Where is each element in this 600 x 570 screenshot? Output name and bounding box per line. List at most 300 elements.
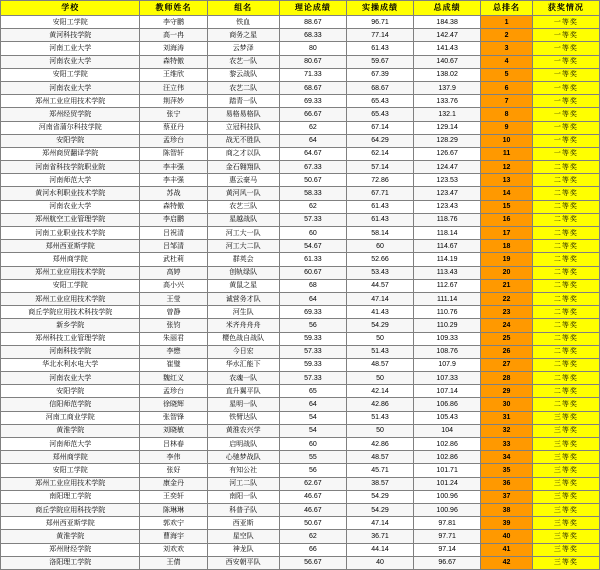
cell-team: 创轨绿队 bbox=[207, 266, 279, 279]
cell-overall-rank: 26 bbox=[481, 345, 533, 358]
cell-practice-score: 67.71 bbox=[346, 187, 413, 200]
cell-theory-score: 54 bbox=[279, 424, 346, 437]
cell-award: 三等奖 bbox=[532, 424, 599, 437]
cell-teacher: 李伟 bbox=[140, 451, 207, 464]
table-row bbox=[1, 29, 600, 42]
cell-overall-rank: 28 bbox=[481, 372, 533, 385]
cell-teacher: 高婷 bbox=[140, 266, 207, 279]
cell-practice-score: 41.43 bbox=[346, 306, 413, 319]
cell-total-score: 100.96 bbox=[414, 503, 481, 516]
cell-overall-rank: 7 bbox=[481, 95, 533, 108]
cell-overall-rank: 16 bbox=[481, 213, 533, 226]
cell-teacher: 朱丽君 bbox=[140, 332, 207, 345]
cell-theory-score: 64 bbox=[279, 134, 346, 147]
cell-award: 二等奖 bbox=[532, 332, 599, 345]
table-row bbox=[1, 147, 600, 160]
cell-theory-score: 68 bbox=[279, 279, 346, 292]
cell-award: 二等奖 bbox=[532, 358, 599, 371]
cell-teacher: 陈琳琳 bbox=[140, 503, 207, 516]
cell-total-score: 141.43 bbox=[414, 42, 481, 55]
cell-theory-score: 62 bbox=[279, 121, 346, 134]
cell-school: 洛阳理工学院 bbox=[1, 556, 140, 569]
cell-practice-score: 72.86 bbox=[346, 174, 413, 187]
cell-school: 商丘学院应用科技学院 bbox=[1, 503, 140, 516]
cell-team: 星空队 bbox=[207, 530, 279, 543]
cell-teacher: 高小兴 bbox=[140, 279, 207, 292]
cell-school: 郑州西亚斯学院 bbox=[1, 240, 140, 253]
cell-teacher: 王维欣 bbox=[140, 68, 207, 81]
table-row bbox=[1, 292, 600, 305]
cell-total-score: 106.86 bbox=[414, 398, 481, 411]
cell-practice-score: 44.57 bbox=[346, 279, 413, 292]
cell-team: 农艺二队 bbox=[207, 81, 279, 94]
cell-award: 三等奖 bbox=[532, 543, 599, 556]
cell-award: 二等奖 bbox=[532, 200, 599, 213]
table-row bbox=[1, 213, 600, 226]
cell-teacher: 曹海宇 bbox=[140, 530, 207, 543]
table-row bbox=[1, 240, 600, 253]
cell-total-score: 97.14 bbox=[414, 543, 481, 556]
cell-school: 河南师范大学 bbox=[1, 438, 140, 451]
cell-team: 华水汇能下 bbox=[207, 358, 279, 371]
cell-practice-score: 65.43 bbox=[346, 95, 413, 108]
cell-team: 星越战队 bbox=[207, 213, 279, 226]
cell-practice-score: 42.86 bbox=[346, 398, 413, 411]
table-body bbox=[1, 16, 600, 570]
cell-theory-score: 56 bbox=[279, 464, 346, 477]
cell-school: 郑州西亚斯学院 bbox=[1, 517, 140, 530]
cell-overall-rank: 6 bbox=[481, 81, 533, 94]
table-row bbox=[1, 95, 600, 108]
cell-school: 郑州工业应用技术学院 bbox=[1, 95, 140, 108]
cell-theory-score: 60.67 bbox=[279, 266, 346, 279]
cell-team: 黄河风一队 bbox=[207, 187, 279, 200]
cell-team: 铁血 bbox=[207, 16, 279, 29]
cell-practice-score: 50 bbox=[346, 424, 413, 437]
cell-award: 一等奖 bbox=[532, 16, 599, 29]
cell-total-score: 111.14 bbox=[414, 292, 481, 305]
cell-overall-rank: 41 bbox=[481, 543, 533, 556]
cell-practice-score: 51.43 bbox=[346, 411, 413, 424]
cell-teacher: 吕邹清 bbox=[140, 240, 207, 253]
cell-overall-rank: 25 bbox=[481, 332, 533, 345]
table-row bbox=[1, 161, 600, 174]
cell-teacher: 李守鹏 bbox=[140, 16, 207, 29]
cell-teacher: 崔璧 bbox=[140, 358, 207, 371]
cell-school: 黄河科技学院 bbox=[1, 29, 140, 42]
cell-total-score: 102.86 bbox=[414, 451, 481, 464]
cell-theory-score: 59.33 bbox=[279, 358, 346, 371]
cell-total-score: 140.67 bbox=[414, 55, 481, 68]
cell-award: 二等奖 bbox=[532, 292, 599, 305]
cell-team: 心驰梦战队 bbox=[207, 451, 279, 464]
cell-team: 惠云豪马 bbox=[207, 174, 279, 187]
cell-practice-score: 47.14 bbox=[346, 292, 413, 305]
table-row bbox=[1, 174, 600, 187]
cell-school: 郑州商学院 bbox=[1, 451, 140, 464]
cell-theory-score: 62.67 bbox=[279, 477, 346, 490]
cell-total-score: 137.9 bbox=[414, 81, 481, 94]
cell-overall-rank: 3 bbox=[481, 42, 533, 55]
cell-overall-rank: 15 bbox=[481, 200, 533, 213]
cell-practice-score: 61.43 bbox=[346, 42, 413, 55]
cell-total-score: 108.76 bbox=[414, 345, 481, 358]
cell-school: 郑州经贸学院 bbox=[1, 108, 140, 121]
cell-practice-score: 65.43 bbox=[346, 108, 413, 121]
cell-theory-score: 56 bbox=[279, 319, 346, 332]
cell-team: 河工大一队 bbox=[207, 227, 279, 240]
cell-school: 商丘学院应用技术科技学院 bbox=[1, 306, 140, 319]
cell-teacher: 康金丹 bbox=[140, 477, 207, 490]
cell-overall-rank: 42 bbox=[481, 556, 533, 569]
cell-practice-score: 61.43 bbox=[346, 213, 413, 226]
cell-teacher: 魏红义 bbox=[140, 372, 207, 385]
cell-theory-score: 71.33 bbox=[279, 68, 346, 81]
cell-award: 二等奖 bbox=[532, 253, 599, 266]
cell-award: 一等奖 bbox=[532, 108, 599, 121]
cell-overall-rank: 1 bbox=[481, 16, 533, 29]
cell-overall-rank: 22 bbox=[481, 292, 533, 305]
cell-school: 黄河水利职业技术学院 bbox=[1, 187, 140, 200]
cell-total-score: 118.14 bbox=[414, 227, 481, 240]
cell-school: 河南工业职业技术学院 bbox=[1, 227, 140, 240]
cell-school: 郑州工业应用技术学院 bbox=[1, 477, 140, 490]
cell-overall-rank: 11 bbox=[481, 147, 533, 160]
cell-total-score: 102.86 bbox=[414, 438, 481, 451]
cell-team: 河工二队 bbox=[207, 477, 279, 490]
cell-team: 黎云战队 bbox=[207, 68, 279, 81]
cell-team: 诚营务才队 bbox=[207, 292, 279, 305]
cell-team: 农艺三队 bbox=[207, 200, 279, 213]
table-row bbox=[1, 55, 600, 68]
cell-total-score: 107.33 bbox=[414, 372, 481, 385]
cell-teacher: 李懋 bbox=[140, 345, 207, 358]
cell-team: 黄鼠之星 bbox=[207, 279, 279, 292]
cell-overall-rank: 37 bbox=[481, 490, 533, 503]
table-row bbox=[1, 200, 600, 213]
cell-teacher: 吕林春 bbox=[140, 438, 207, 451]
cell-award: 一等奖 bbox=[532, 95, 599, 108]
cell-award: 二等奖 bbox=[532, 213, 599, 226]
cell-total-score: 118.76 bbox=[414, 213, 481, 226]
cell-practice-score: 44.14 bbox=[346, 543, 413, 556]
cell-overall-rank: 33 bbox=[481, 438, 533, 451]
cell-school: 郑州商学院 bbox=[1, 253, 140, 266]
cell-total-score: 123.47 bbox=[414, 187, 481, 200]
cell-theory-score: 66 bbox=[279, 543, 346, 556]
cell-school: 河南工业大学 bbox=[1, 42, 140, 55]
cell-teacher: 高一冉 bbox=[140, 29, 207, 42]
cell-theory-score: 88.67 bbox=[279, 16, 346, 29]
cell-overall-rank: 18 bbox=[481, 240, 533, 253]
table-row bbox=[1, 187, 600, 200]
cell-award: 二等奖 bbox=[532, 187, 599, 200]
cell-teacher: 孟珍台 bbox=[140, 385, 207, 398]
cell-award: 二等奖 bbox=[532, 161, 599, 174]
cell-school: 黄淮学院 bbox=[1, 530, 140, 543]
cell-teacher: 吕祝清 bbox=[140, 227, 207, 240]
table-row bbox=[1, 121, 600, 134]
cell-team: 科普子队 bbox=[207, 503, 279, 516]
cell-overall-rank: 40 bbox=[481, 530, 533, 543]
cell-team: 神龙队 bbox=[207, 543, 279, 556]
cell-team: 河工大二队 bbox=[207, 240, 279, 253]
cell-practice-score: 51.43 bbox=[346, 345, 413, 358]
cell-total-score: 100.96 bbox=[414, 490, 481, 503]
cell-total-score: 97.81 bbox=[414, 517, 481, 530]
cell-team: 星明一队 bbox=[207, 398, 279, 411]
cell-theory-score: 66.67 bbox=[279, 108, 346, 121]
cell-overall-rank: 12 bbox=[481, 161, 533, 174]
cell-theory-score: 60 bbox=[279, 227, 346, 240]
cell-overall-rank: 24 bbox=[481, 319, 533, 332]
cell-team: 西亚斯 bbox=[207, 517, 279, 530]
cell-practice-score: 59.67 bbox=[346, 55, 413, 68]
cell-team: 农魂一队 bbox=[207, 372, 279, 385]
cell-theory-score: 50.67 bbox=[279, 174, 346, 187]
cell-teacher: 陈智轩 bbox=[140, 147, 207, 160]
cell-overall-rank: 34 bbox=[481, 451, 533, 464]
cell-overall-rank: 27 bbox=[481, 358, 533, 371]
cell-teacher: 王奕轩 bbox=[140, 490, 207, 503]
cell-school: 安阳工学院 bbox=[1, 464, 140, 477]
cell-school: 郑州工业应用技术学院 bbox=[1, 292, 140, 305]
cell-total-score: 112.67 bbox=[414, 279, 481, 292]
cell-total-score: 107.9 bbox=[414, 358, 481, 371]
cell-theory-score: 46.67 bbox=[279, 490, 346, 503]
cell-total-score: 126.67 bbox=[414, 147, 481, 160]
cell-theory-score: 64 bbox=[279, 398, 346, 411]
cell-award: 一等奖 bbox=[532, 42, 599, 55]
cell-theory-score: 56.67 bbox=[279, 556, 346, 569]
cell-team: 战无不胜队 bbox=[207, 134, 279, 147]
table-row bbox=[1, 227, 600, 240]
table-row bbox=[1, 306, 600, 319]
cell-theory-score: 57.33 bbox=[279, 213, 346, 226]
cell-practice-score: 53.43 bbox=[346, 266, 413, 279]
cell-theory-score: 64 bbox=[279, 292, 346, 305]
cell-school: 河南农业大学 bbox=[1, 81, 140, 94]
cell-school: 郑州财经学院 bbox=[1, 543, 140, 556]
cell-practice-score: 61.43 bbox=[346, 200, 413, 213]
cell-team: 今日宏 bbox=[207, 345, 279, 358]
cell-team: 金石翱翔队 bbox=[207, 161, 279, 174]
cell-award: 三等奖 bbox=[532, 411, 599, 424]
cell-overall-rank: 21 bbox=[481, 279, 533, 292]
cell-award: 三等奖 bbox=[532, 530, 599, 543]
cell-award: 三等奖 bbox=[532, 477, 599, 490]
cell-team: 西安朝平队 bbox=[207, 556, 279, 569]
cell-theory-score: 62 bbox=[279, 200, 346, 213]
cell-total-score: 101.71 bbox=[414, 464, 481, 477]
table-row bbox=[1, 68, 600, 81]
table-row bbox=[1, 385, 600, 398]
cell-practice-score: 48.57 bbox=[346, 451, 413, 464]
table-row bbox=[1, 108, 600, 121]
cell-teacher: 刘欢欢 bbox=[140, 543, 207, 556]
cell-total-score: 105.43 bbox=[414, 411, 481, 424]
cell-theory-score: 68.33 bbox=[279, 29, 346, 42]
cell-overall-rank: 19 bbox=[481, 253, 533, 266]
cell-total-score: 133.76 bbox=[414, 95, 481, 108]
cell-team: 米齐舟舟舟 bbox=[207, 319, 279, 332]
cell-total-score: 107.14 bbox=[414, 385, 481, 398]
cell-teacher: 刘海涛 bbox=[140, 42, 207, 55]
cell-school: 郑州工业应用技术学院 bbox=[1, 266, 140, 279]
column-header-practice-score: 实操成绩 bbox=[346, 1, 413, 16]
cell-teacher: 张钧 bbox=[140, 319, 207, 332]
table-row bbox=[1, 319, 600, 332]
cell-teacher: 森特傲 bbox=[140, 55, 207, 68]
cell-teacher: 王莹 bbox=[140, 292, 207, 305]
cell-theory-score: 65 bbox=[279, 385, 346, 398]
cell-award: 二等奖 bbox=[532, 266, 599, 279]
table-row bbox=[1, 266, 600, 279]
cell-award: 一等奖 bbox=[532, 121, 599, 134]
cell-total-score: 132.1 bbox=[414, 108, 481, 121]
cell-team: 商务之星 bbox=[207, 29, 279, 42]
cell-team: 立冠科技队 bbox=[207, 121, 279, 134]
cell-teacher: 汪立伟 bbox=[140, 81, 207, 94]
table-row bbox=[1, 42, 600, 55]
cell-award: 三等奖 bbox=[532, 490, 599, 503]
cell-practice-score: 58.14 bbox=[346, 227, 413, 240]
cell-school: 河南农业大学 bbox=[1, 200, 140, 213]
cell-award: 三等奖 bbox=[532, 556, 599, 569]
cell-award: 三等奖 bbox=[532, 517, 599, 530]
cell-school: 河南省科技学院职业院 bbox=[1, 161, 140, 174]
cell-total-score: 128.29 bbox=[414, 134, 481, 147]
cell-theory-score: 69.33 bbox=[279, 306, 346, 319]
table-row bbox=[1, 517, 600, 530]
cell-theory-score: 67.33 bbox=[279, 161, 346, 174]
cell-team: 黄淮农兴学 bbox=[207, 424, 279, 437]
cell-award: 二等奖 bbox=[532, 398, 599, 411]
cell-practice-score: 47.14 bbox=[346, 517, 413, 530]
cell-overall-rank: 38 bbox=[481, 503, 533, 516]
cell-total-score: 114.67 bbox=[414, 240, 481, 253]
cell-overall-rank: 4 bbox=[481, 55, 533, 68]
cell-teacher: 苏战 bbox=[140, 187, 207, 200]
cell-practice-score: 68.67 bbox=[346, 81, 413, 94]
cell-practice-score: 77.14 bbox=[346, 29, 413, 42]
cell-award: 一等奖 bbox=[532, 147, 599, 160]
table-row bbox=[1, 345, 600, 358]
cell-school: 河南省蒲尔科技学院 bbox=[1, 121, 140, 134]
cell-theory-score: 61.33 bbox=[279, 253, 346, 266]
table-row bbox=[1, 16, 600, 29]
table-header bbox=[1, 1, 600, 16]
cell-team: 商之才以队 bbox=[207, 147, 279, 160]
cell-teacher: 郭欢宁 bbox=[140, 517, 207, 530]
cell-overall-rank: 9 bbox=[481, 121, 533, 134]
cell-overall-rank: 39 bbox=[481, 517, 533, 530]
column-header-theory-score: 理论成绩 bbox=[279, 1, 346, 16]
cell-school: 河南农业大学 bbox=[1, 55, 140, 68]
cell-overall-rank: 5 bbox=[481, 68, 533, 81]
cell-teacher: 蔡亚丹 bbox=[140, 121, 207, 134]
cell-theory-score: 50.67 bbox=[279, 517, 346, 530]
cell-award: 二等奖 bbox=[532, 345, 599, 358]
cell-team: 农艺一队 bbox=[207, 55, 279, 68]
cell-school: 郑州科技工业管理学院 bbox=[1, 332, 140, 345]
cell-team: 樱色战自战队 bbox=[207, 332, 279, 345]
cell-theory-score: 68.67 bbox=[279, 81, 346, 94]
cell-total-score: 123.43 bbox=[414, 200, 481, 213]
cell-total-score: 113.43 bbox=[414, 266, 481, 279]
cell-theory-score: 80 bbox=[279, 42, 346, 55]
cell-overall-rank: 31 bbox=[481, 411, 533, 424]
cell-team: 有知公社 bbox=[207, 464, 279, 477]
column-header-overall-rank: 总排名 bbox=[481, 1, 533, 16]
cell-practice-score: 57.14 bbox=[346, 161, 413, 174]
cell-practice-score: 50 bbox=[346, 372, 413, 385]
cell-teacher: 徐晓辉 bbox=[140, 398, 207, 411]
cell-award: 三等奖 bbox=[532, 451, 599, 464]
cell-award: 一等奖 bbox=[532, 29, 599, 42]
cell-school: 华北水利水电大学 bbox=[1, 358, 140, 371]
table-row bbox=[1, 253, 600, 266]
cell-teacher: 李启鹏 bbox=[140, 213, 207, 226]
table-row bbox=[1, 424, 600, 437]
cell-practice-score: 64.29 bbox=[346, 134, 413, 147]
cell-total-score: 123.53 bbox=[414, 174, 481, 187]
cell-team: 直升翼平队 bbox=[207, 385, 279, 398]
cell-overall-rank: 8 bbox=[481, 108, 533, 121]
cell-school: 河南农业大学 bbox=[1, 372, 140, 385]
table-header-row bbox=[1, 1, 600, 16]
cell-school: 南阳理工学院 bbox=[1, 490, 140, 503]
cell-theory-score: 46.67 bbox=[279, 503, 346, 516]
cell-overall-rank: 2 bbox=[481, 29, 533, 42]
cell-total-score: 97.71 bbox=[414, 530, 481, 543]
cell-award: 二等奖 bbox=[532, 279, 599, 292]
cell-total-score: 129.14 bbox=[414, 121, 481, 134]
cell-award: 一等奖 bbox=[532, 55, 599, 68]
cell-award: 二等奖 bbox=[532, 227, 599, 240]
cell-theory-score: 54.67 bbox=[279, 240, 346, 253]
cell-total-score: 110.29 bbox=[414, 319, 481, 332]
column-header-award: 获奖情况 bbox=[532, 1, 599, 16]
cell-theory-score: 64.67 bbox=[279, 147, 346, 160]
cell-practice-score: 67.39 bbox=[346, 68, 413, 81]
cell-award: 三等奖 bbox=[532, 503, 599, 516]
cell-teacher: 刘晓敏 bbox=[140, 424, 207, 437]
cell-overall-rank: 17 bbox=[481, 227, 533, 240]
cell-practice-score: 48.57 bbox=[346, 358, 413, 371]
cell-overall-rank: 20 bbox=[481, 266, 533, 279]
cell-school: 新乡学院 bbox=[1, 319, 140, 332]
cell-theory-score: 58.33 bbox=[279, 187, 346, 200]
cell-theory-score: 57.33 bbox=[279, 372, 346, 385]
cell-theory-score: 54 bbox=[279, 411, 346, 424]
cell-practice-score: 42.86 bbox=[346, 438, 413, 451]
cell-teacher: 孟珍台 bbox=[140, 134, 207, 147]
cell-team: 易格易格队 bbox=[207, 108, 279, 121]
column-header-school: 学校 bbox=[1, 1, 140, 16]
cell-practice-score: 36.71 bbox=[346, 530, 413, 543]
column-header-teacher: 教师姓名 bbox=[140, 1, 207, 16]
cell-total-score: 114.19 bbox=[414, 253, 481, 266]
cell-school: 信阳师范学院 bbox=[1, 398, 140, 411]
cell-practice-score: 50 bbox=[346, 332, 413, 345]
cell-teacher: 荆萍妙 bbox=[140, 95, 207, 108]
cell-theory-score: 80.67 bbox=[279, 55, 346, 68]
cell-overall-rank: 13 bbox=[481, 174, 533, 187]
cell-practice-score: 60 bbox=[346, 240, 413, 253]
cell-teacher: 张宁 bbox=[140, 108, 207, 121]
table-row bbox=[1, 490, 600, 503]
